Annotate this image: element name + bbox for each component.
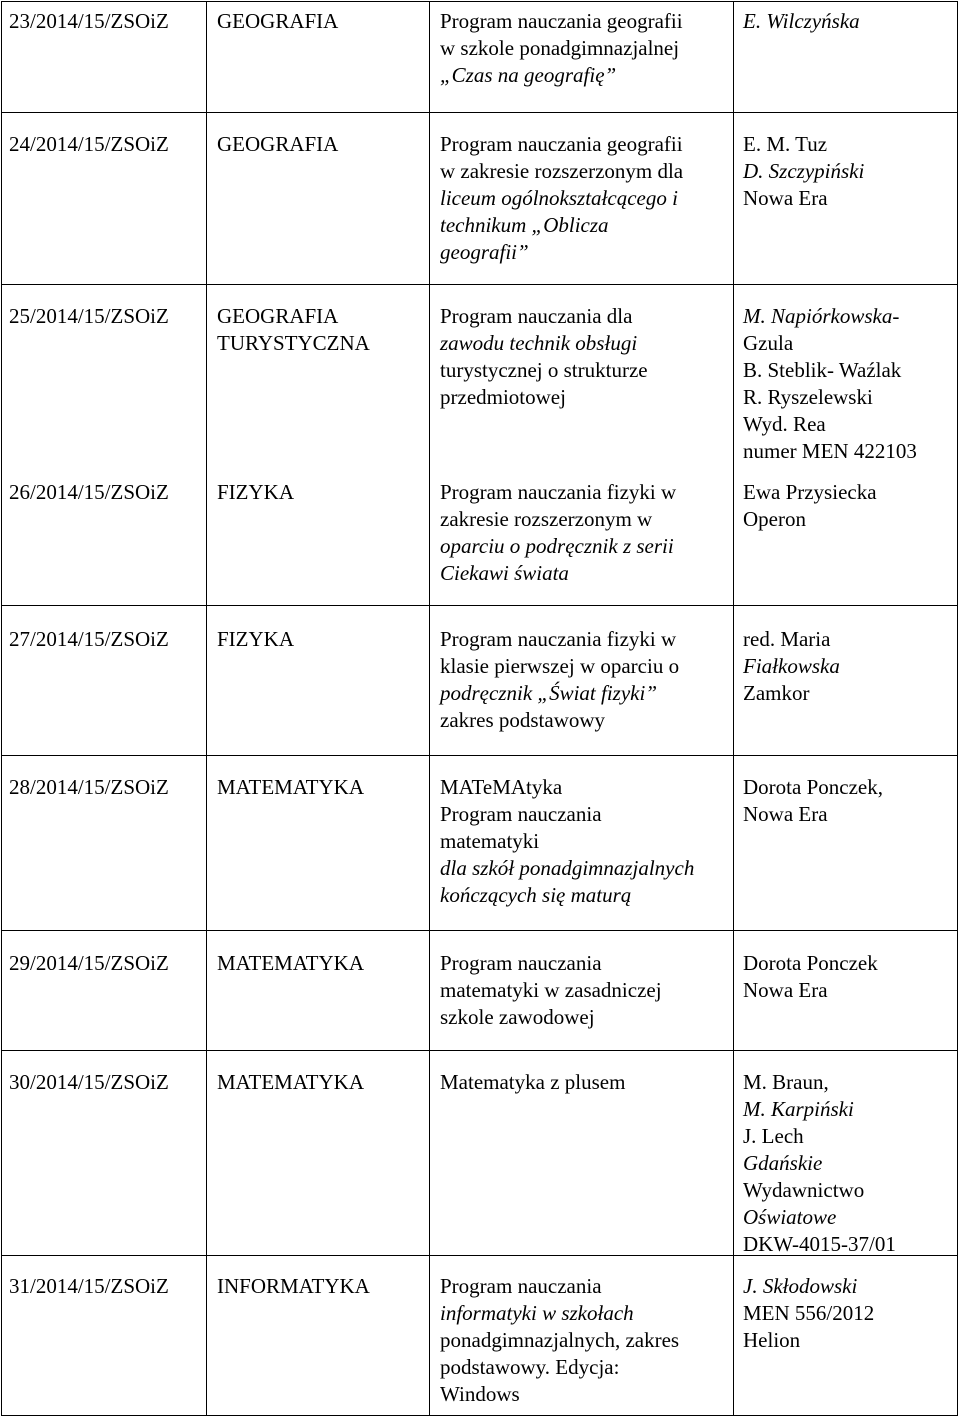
program-title-line: w szkole ponadgimnazjalnej — [440, 36, 680, 60]
author-line: E. Wilczyńska — [743, 9, 860, 33]
program-title-line: w zakresie rozszerzonym dla — [440, 159, 684, 183]
program-title — [440, 1273, 679, 1408]
program-author — [743, 8, 860, 35]
program-title-line: matematyki — [440, 829, 540, 853]
program-title-line: Program nauczania — [440, 951, 602, 975]
program-title-line: „Czas na geografię” — [440, 63, 617, 87]
subject-line: GEOGRAFIA — [217, 9, 339, 33]
program-author — [743, 479, 877, 533]
column-divider — [429, 1, 430, 1416]
program-title-line: technikum „Oblicza — [440, 213, 609, 237]
author-line: numer MEN 422103 — [743, 439, 917, 463]
program-title-line: liceum ogólnokształcącego i — [440, 186, 678, 210]
subject-line: MATEMATYKA — [217, 1070, 364, 1094]
program-title — [440, 479, 676, 587]
program-code-text: 27/2014/15/ZSOiZ — [9, 627, 169, 651]
author-line: Helion — [743, 1328, 801, 1352]
author-line: Ewa Przysiecka — [743, 480, 877, 504]
program-title-line: przedmiotowej — [440, 385, 566, 409]
subject-line: INFORMATYKA — [217, 1274, 370, 1298]
subject-line: TURYSTYCZNA — [217, 331, 370, 355]
subject-line: MATEMATYKA — [217, 951, 364, 975]
program-title-line: podręcznik „Świat fizyki” — [440, 681, 657, 705]
subject-name — [217, 303, 370, 357]
program-title-line: turystycznej o strukturze — [440, 358, 648, 382]
subject-name — [217, 626, 294, 653]
program-code — [9, 626, 169, 653]
program-title — [440, 303, 648, 411]
author-line: red. Maria — [743, 627, 831, 651]
subject-name — [217, 479, 294, 506]
program-title-line: Program nauczania fizyki w — [440, 627, 677, 651]
program-title-line: zawodu technik obsługi — [440, 331, 638, 355]
subject-line: FIZYKA — [217, 480, 294, 504]
program-title-line: MATeMAtyka — [440, 775, 563, 799]
program-title-line: matematyki w zasadniczej — [440, 978, 662, 1002]
program-code — [9, 479, 169, 506]
program-code — [9, 131, 169, 158]
author-line: M. Napiórkowska- — [743, 304, 900, 328]
program-code-text: 31/2014/15/ZSOiZ — [9, 1274, 169, 1298]
program-author — [743, 1069, 896, 1258]
program-code-text: 23/2014/15/ZSOiZ — [9, 9, 169, 33]
program-code-text: 28/2014/15/ZSOiZ — [9, 775, 169, 799]
program-title — [440, 950, 662, 1031]
column-divider — [206, 1, 207, 1416]
program-author — [743, 1273, 874, 1354]
author-line: Dorota Ponczek, — [743, 775, 883, 799]
author-line: Nowa Era — [743, 186, 828, 210]
program-title-line: Program nauczania fizyki w — [440, 480, 677, 504]
subject-name — [217, 774, 364, 801]
row-divider — [1, 112, 958, 113]
program-title-line: Program nauczania dla — [440, 304, 633, 328]
row-divider — [1, 930, 958, 931]
author-line: D. Szczypiński — [743, 159, 865, 183]
program-title-line: ponadgimnazjalnych, zakres — [440, 1328, 680, 1352]
program-title-line: Program nauczania — [440, 1274, 602, 1298]
author-line: Wydawnictwo — [743, 1178, 865, 1202]
author-line: Wyd. Rea — [743, 412, 826, 436]
author-line: E. M. Tuz — [743, 132, 828, 156]
program-title-line: dla szkół ponadgimnazjalnych — [440, 856, 695, 880]
program-title-line: Program nauczania geografii — [440, 132, 683, 156]
author-line: Dorota Ponczek — [743, 951, 878, 975]
program-title-line: klasie pierwszej w oparciu o — [440, 654, 680, 678]
author-line: Gzula — [743, 331, 794, 355]
subject-name — [217, 131, 338, 158]
author-line: Zamkor — [743, 681, 810, 705]
program-title-line: Ciekawi świata — [440, 561, 569, 585]
program-title-line: informatyki w szkołach — [440, 1301, 634, 1325]
subject-name — [217, 1273, 370, 1300]
author-line: J. Skłodowski — [743, 1274, 858, 1298]
subject-line: GEOGRAFIA — [217, 304, 339, 328]
program-code-text: 30/2014/15/ZSOiZ — [9, 1070, 169, 1094]
program-title-line: szkole zawodowej — [440, 1005, 595, 1029]
subject-line: GEOGRAFIA — [217, 132, 339, 156]
program-code — [9, 8, 169, 35]
program-author — [743, 774, 883, 828]
program-author — [743, 131, 864, 212]
author-line: DKW-4015-37/01 — [743, 1232, 896, 1256]
author-line: M. Braun, — [743, 1070, 829, 1094]
program-code-text: 24/2014/15/ZSOiZ — [9, 132, 169, 156]
author-line: MEN 556/2012 — [743, 1301, 875, 1325]
author-line: Gdańskie — [743, 1151, 823, 1175]
program-title-line: zakres podstawowy — [440, 708, 606, 732]
program-code-text: 25/2014/15/ZSOiZ — [9, 304, 169, 328]
program-title-line: kończących się maturą — [440, 883, 632, 907]
subject-name — [217, 950, 364, 977]
program-title-line: oparciu o podręcznik z serii — [440, 534, 674, 558]
author-line: Nowa Era — [743, 978, 828, 1002]
program-author — [743, 950, 878, 1004]
author-line: M. Karpiński — [743, 1097, 854, 1121]
program-title-line: Program nauczania geografii — [440, 9, 683, 33]
program-title — [440, 774, 694, 909]
author-line: Fiałkowska — [743, 654, 840, 678]
author-line: R. Ryszelewski — [743, 385, 873, 409]
program-code-text: 29/2014/15/ZSOiZ — [9, 951, 169, 975]
program-author — [743, 303, 917, 465]
row-divider — [1, 605, 958, 606]
subject-line: MATEMATYKA — [217, 775, 364, 799]
program-code-text: 26/2014/15/ZSOiZ — [9, 480, 169, 504]
program-title-line: Matematyka z plusem — [440, 1070, 626, 1094]
program-code — [9, 1069, 169, 1096]
program-code — [9, 774, 169, 801]
subject-name — [217, 8, 338, 35]
program-title-line: podstawowy. Edycja: — [440, 1355, 620, 1379]
author-line: Operon — [743, 507, 806, 531]
row-divider — [1, 755, 958, 756]
author-line: B. Steblik- Waźlak — [743, 358, 902, 382]
subject-line: FIZYKA — [217, 627, 294, 651]
author-line: Oświatowe — [743, 1205, 837, 1229]
row-divider — [1, 284, 958, 285]
program-code — [9, 303, 169, 330]
author-line: Nowa Era — [743, 802, 828, 826]
program-code — [9, 950, 169, 977]
program-title-line: Windows — [440, 1382, 520, 1406]
author-line: J. Lech — [743, 1124, 804, 1148]
subject-name — [217, 1069, 364, 1096]
program-title — [440, 626, 679, 734]
program-author — [743, 626, 840, 707]
program-code — [9, 1273, 169, 1300]
program-title-line: Program nauczania — [440, 802, 602, 826]
program-title — [440, 8, 683, 89]
row-divider — [1, 1050, 958, 1051]
program-title — [440, 1069, 625, 1096]
program-title-line: zakresie rozszerzonym w — [440, 507, 653, 531]
column-divider — [733, 1, 734, 1416]
program-title — [440, 131, 683, 266]
program-title-line: geografii” — [440, 240, 529, 264]
